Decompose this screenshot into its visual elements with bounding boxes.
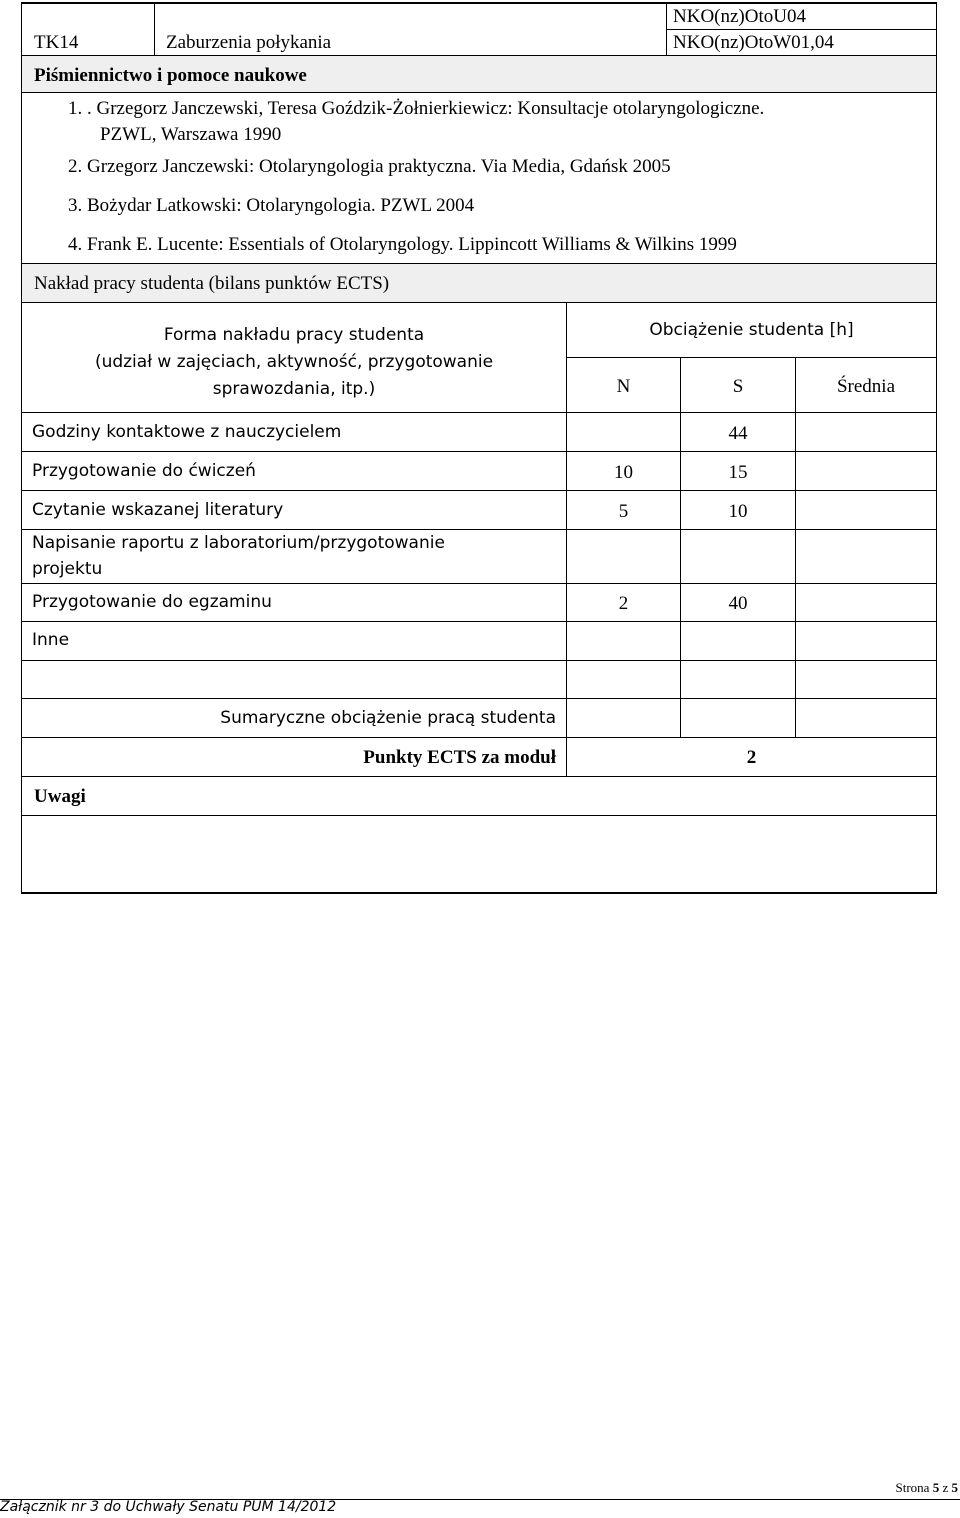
summary-label: Sumaryczne obciążenie pracą studenta [220, 708, 556, 728]
learning-effect-code-2: NKO(nz)OtoW01,04 [673, 32, 834, 53]
workload-row-label: Godziny kontaktowe z nauczycielem [32, 422, 342, 442]
literature-heading: Piśmiennictwo i pomoce naukowe [34, 65, 307, 86]
table-line [21, 776, 937, 777]
form-header-line-2: (udział w zajęciach, aktywność, przygotowanie [94, 352, 494, 372]
form-header-line-1: Forma nakładu pracy studenta [163, 325, 425, 345]
workload-row-n: 5 [618, 501, 629, 522]
page-current: 5 [932, 1480, 940, 1495]
workload-row-label-continued: projektu [32, 559, 103, 579]
ects-value: 2 [746, 747, 757, 768]
footer-attachment-note: Załącznik nr 3 do Uchwały Senatu PUM 14/2012 [0, 1499, 337, 1515]
table-line [21, 583, 937, 584]
table-line [666, 29, 937, 30]
workload-row-s: 44 [728, 423, 748, 444]
workload-heading: Nakład pracy studenta (bilans punktów ECTS) [34, 273, 390, 294]
ects-label: Punkty ECTS za moduł [363, 747, 556, 768]
page-number [850, 1481, 958, 1494]
workload-row-s: 10 [728, 501, 748, 522]
table-line [666, 2, 667, 56]
table-line [795, 357, 796, 699]
form-header [22, 322, 566, 403]
table-line [680, 698, 681, 738]
literature-item-2: 2. Grzegorz Janczewski: Otolaryngologia praktyczna. Via Media, Gdańsk 2005 [68, 156, 671, 177]
table-line [21, 302, 937, 303]
column-average: Średnia [836, 376, 896, 397]
table-line [21, 2, 937, 4]
load-header: Obciążenie studenta [h] [649, 320, 854, 340]
workload-row-label: Inne [32, 630, 70, 650]
table-line [680, 357, 681, 699]
literature-item-1-line-2: PZWL, Warszawa 1990 [100, 124, 282, 145]
table-line [21, 892, 937, 894]
literature-item-4: 4. Frank E. Lucente: Essentials of Otolaryngology. Lippincott Williams & Wilkins 1999 [68, 234, 737, 255]
form-header-line-3: sprawozdania, itp.) [212, 379, 376, 399]
workload-row-label: Przygotowanie do egzaminu [32, 592, 272, 612]
topic-code: TK14 [34, 32, 79, 53]
remarks-label: Uwagi [34, 786, 86, 807]
table-line [21, 263, 937, 264]
literature-item-1-line-1: 1. . Grzegorz Janczewski, Teresa Goździk-Żołnierkiewicz: Konsultacje otolaryngologiczne. [68, 98, 765, 119]
table-line [21, 737, 937, 738]
workload-row-s: 15 [728, 462, 748, 483]
workload-row-n: 2 [618, 593, 629, 614]
workload-row-n: 10 [614, 462, 633, 483]
table-line [21, 529, 937, 530]
page-separator: z [939, 1480, 952, 1495]
topic-title: Zaburzenia połykania [166, 32, 332, 53]
workload-row-label: Napisanie raportu z laboratorium/przygotowanie [32, 533, 445, 553]
workload-row-s: 40 [728, 593, 748, 614]
table-line [154, 2, 155, 56]
column-s: S [732, 376, 744, 397]
table-line [936, 2, 937, 894]
table-line [21, 451, 937, 452]
learning-effect-code-1: NKO(nz)OtoU04 [673, 6, 806, 27]
workload-row-label: Przygotowanie do ćwiczeń [32, 461, 256, 481]
table-line [21, 92, 937, 93]
workload-row-label: Czytanie wskazanej literatury [32, 500, 284, 520]
table-line [566, 357, 937, 358]
page-total: 5 [951, 1480, 958, 1495]
table-line [21, 621, 937, 622]
table-line [21, 698, 937, 699]
table-line [21, 815, 937, 816]
table-line [21, 660, 937, 661]
literature-item-3: 3. Bożydar Latkowski: Otolaryngologia. PZWL 2004 [68, 195, 475, 216]
column-n: N [616, 376, 631, 397]
table-line [566, 302, 567, 777]
table-line [21, 490, 937, 491]
page-prefix: Strona [895, 1480, 933, 1495]
table-line [21, 412, 937, 413]
table-line [21, 55, 937, 56]
table-line [795, 698, 796, 738]
